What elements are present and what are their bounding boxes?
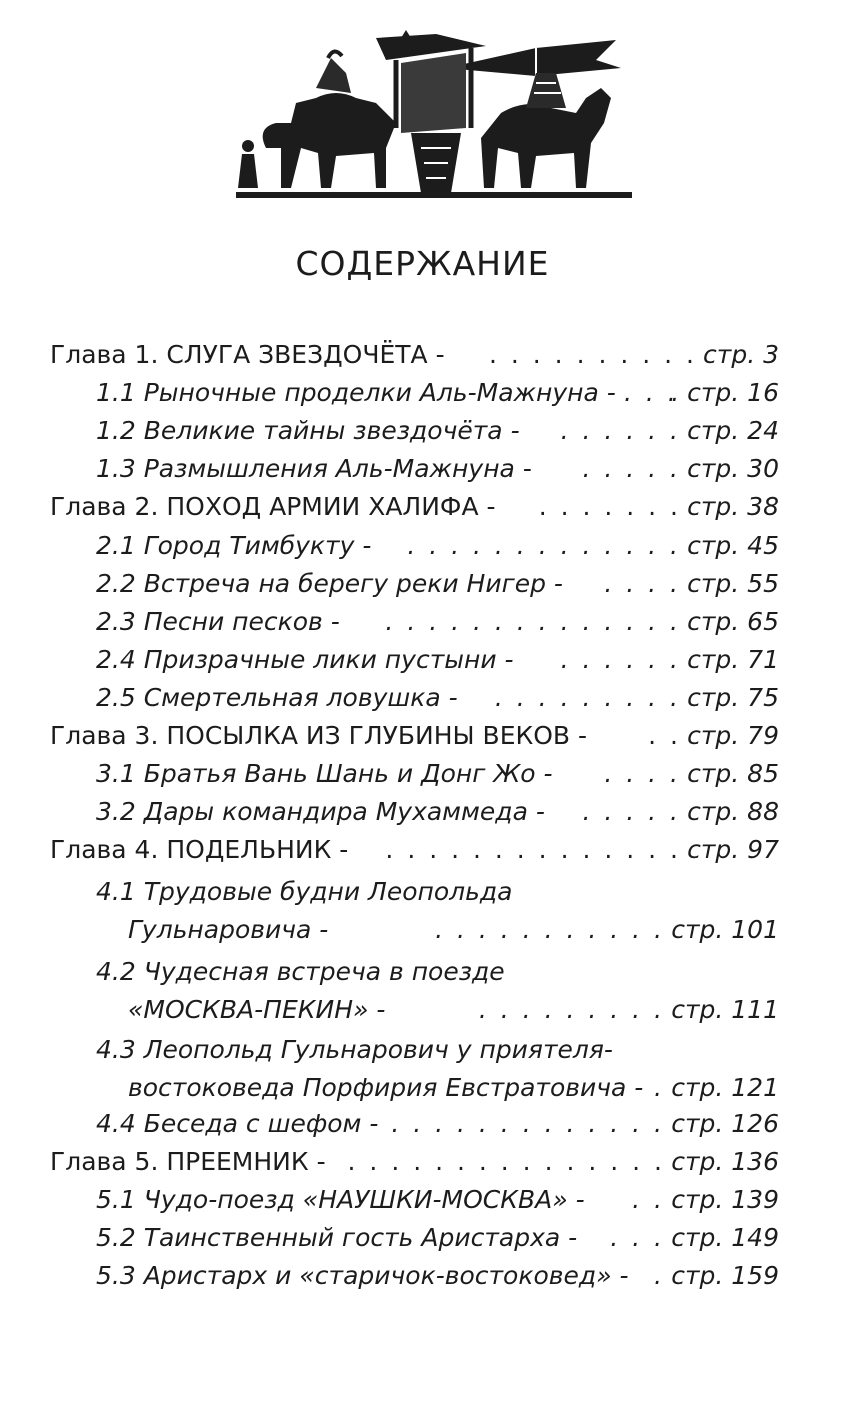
toc-dot-leader: . . . . . . . . . . . bbox=[435, 915, 665, 944]
toc-chapter-row bbox=[0, 1142, 845, 1182]
toc-entry-title: 4.3 Леопольд Гульнарович у приятеля- bbox=[96, 1035, 613, 1064]
toc-page-number: стр. 45 bbox=[687, 531, 779, 560]
toc-page-number: стр. 111 bbox=[671, 995, 779, 1024]
toc-entry-title: 1.2 Великие тайны звездочёта - bbox=[96, 416, 520, 445]
toc-entry-title: Глава 3. ПОСЫЛКА ИЗ ГЛУБИНЫ ВЕКОВ - bbox=[50, 721, 588, 750]
toc-entry-title: 2.2 Встреча на берегу реки Нигер - bbox=[96, 569, 563, 598]
toc-dot-leader: . . . . . . . . . . . . . . bbox=[385, 607, 681, 636]
toc-page-number: стр. 79 bbox=[687, 721, 779, 750]
toc-dot-leader: . . . . . . bbox=[560, 645, 681, 674]
toc-section-row bbox=[0, 373, 845, 413]
toc-page-number: стр. 126 bbox=[671, 1109, 779, 1138]
toc-entry-title: 4.1 Трудовые будни Леопольда bbox=[96, 877, 513, 906]
toc-page-number: . стр. 16 bbox=[671, 378, 779, 407]
toc-section-row bbox=[0, 792, 845, 832]
toc-page-number: стр. 85 bbox=[687, 759, 779, 788]
toc-section-row bbox=[0, 1256, 845, 1296]
toc-dot-leader: . . . . . . . bbox=[538, 492, 681, 521]
toc-dot-leader: . . . . . . . . . bbox=[494, 683, 681, 712]
toc-entry-title: 4.2 Чудесная встреча в поезде bbox=[96, 957, 505, 986]
toc-section-row bbox=[0, 872, 845, 912]
toc-page-number: стр. 149 bbox=[671, 1223, 779, 1252]
toc-chapter-row bbox=[0, 335, 845, 375]
toc-dot-leader: . . . bbox=[610, 1223, 665, 1252]
toc-entry-title: 1.1 Рыночные проделки Аль-Мажнуна - bbox=[96, 378, 616, 407]
toc-dot-leader: . . . . . . . . . . . . . . . bbox=[347, 1147, 665, 1176]
toc-dot-leader: . . . . . bbox=[582, 797, 681, 826]
toc-page-number: стр. 55 bbox=[687, 569, 779, 598]
toc-section-row bbox=[0, 1180, 845, 1220]
toc-page-number: стр. 121 bbox=[671, 1073, 779, 1102]
toc-entry-title: 2.1 Город Тимбукту - bbox=[96, 531, 372, 560]
toc-section-row bbox=[0, 1218, 845, 1258]
toc-page-number: стр. 24 bbox=[687, 416, 779, 445]
toc-entry-title: 2.3 Песни песков - bbox=[96, 607, 340, 636]
toc-dot-leader: . . . . . bbox=[582, 454, 681, 483]
toc-entry-title: Глава 5. ПРЕЕМНИК - bbox=[50, 1147, 326, 1176]
toc-dot-leader: . . bbox=[648, 721, 681, 750]
toc-section-row bbox=[0, 1068, 845, 1108]
toc-page-number: стр. 38 bbox=[687, 492, 779, 521]
toc-dot-leader: . . . . . . . . . . . . . bbox=[391, 1109, 665, 1138]
toc-section-row bbox=[0, 910, 845, 950]
toc-page-number: стр. 139 bbox=[671, 1185, 779, 1214]
toc-page-number: стр. 71 bbox=[687, 645, 779, 674]
toc-dot-leader: . . bbox=[632, 1185, 665, 1214]
toc-section-row bbox=[0, 754, 845, 794]
toc-entry-title: 3.2 Дары командира Мухаммеда - bbox=[96, 797, 545, 826]
toc-section-row bbox=[0, 678, 845, 718]
toc-dot-leader: . . . . . . . . . . . . . bbox=[407, 531, 681, 560]
toc-dot-leader: . . . . bbox=[604, 759, 681, 788]
toc-page-number: стр. 3 bbox=[703, 340, 779, 369]
toc-entry-title: 5.2 Таинственный гость Аристарха - bbox=[96, 1223, 578, 1252]
toc-page-number: стр. 75 bbox=[687, 683, 779, 712]
toc-chapter-row bbox=[0, 487, 845, 527]
toc-section-row bbox=[0, 1030, 845, 1070]
toc-entry-title: Глава 4. ПОДЕЛЬНИК - bbox=[50, 835, 349, 864]
toc-dot-leader: . bbox=[654, 1073, 665, 1102]
toc-entry-title: 2.5 Смертельная ловушка - bbox=[96, 683, 458, 712]
toc-section-row bbox=[0, 990, 845, 1030]
toc-chapter-row bbox=[0, 830, 845, 870]
toc-entry-title: «МОСКВА-ПЕКИН» - bbox=[128, 995, 386, 1024]
toc-dot-leader: . . . . . . . . . . . . . . bbox=[385, 835, 681, 864]
toc-section-row bbox=[0, 1104, 845, 1144]
toc-dot-leader: . . . . . . bbox=[560, 416, 681, 445]
toc-entry-title: востоковеда Порфирия Евстратовича - bbox=[128, 1073, 644, 1102]
toc-entry-title: 5.3 Аристарх и «старичок-востоковед» - bbox=[96, 1261, 629, 1290]
toc-dot-leader: . bbox=[654, 1261, 665, 1290]
toc-entry-title: 4.4 Беседа с шефом - bbox=[96, 1109, 379, 1138]
toc-section-row bbox=[0, 411, 845, 451]
toc-page-number: стр. 88 bbox=[687, 797, 779, 826]
toc-entry-title: Глава 1. СЛУГА ЗВЕЗДОЧЁТА - bbox=[50, 340, 445, 369]
toc-entry-title: 1.3 Размышления Аль-Мажнуна - bbox=[96, 454, 532, 483]
toc-page-number: стр. 159 bbox=[671, 1261, 779, 1290]
toc-dot-leader: . . . bbox=[624, 378, 679, 407]
toc-page-number: стр. 101 bbox=[671, 915, 779, 944]
toc-chapter-row bbox=[0, 716, 845, 756]
toc-entry-title: 2.4 Призрачные лики пустыни - bbox=[96, 645, 514, 674]
toc-entry-title: 3.1 Братья Вань Шань и Донг Жо - bbox=[96, 759, 553, 788]
toc-section-row bbox=[0, 526, 845, 566]
toc-page-number: стр. 30 bbox=[687, 454, 779, 483]
toc-page-number: стр. 136 bbox=[671, 1147, 779, 1176]
toc-page-number: стр. 97 bbox=[687, 835, 779, 864]
toc-section-row bbox=[0, 640, 845, 680]
toc-dot-leader: . . . . . . . . . . bbox=[489, 340, 697, 369]
toc-section-row bbox=[0, 449, 845, 489]
toc-dot-leader: . . . . bbox=[604, 569, 681, 598]
toc-dot-leader: . . . . . . . . . bbox=[478, 995, 665, 1024]
toc-entry-title: 5.1 Чудо-поезд «НАУШКИ-МОСКВА» - bbox=[96, 1185, 585, 1214]
toc-section-row bbox=[0, 564, 845, 604]
page-title: СОДЕРЖАНИЕ bbox=[295, 244, 550, 283]
toc-section-row bbox=[0, 602, 845, 642]
toc-entry-title: Глава 2. ПОХОД АРМИИ ХАЛИФА - bbox=[50, 492, 496, 521]
toc-page-number: стр. 65 bbox=[687, 607, 779, 636]
toc-section-row bbox=[0, 952, 845, 992]
toc-entry-title: Гульнаровича - bbox=[128, 915, 329, 944]
